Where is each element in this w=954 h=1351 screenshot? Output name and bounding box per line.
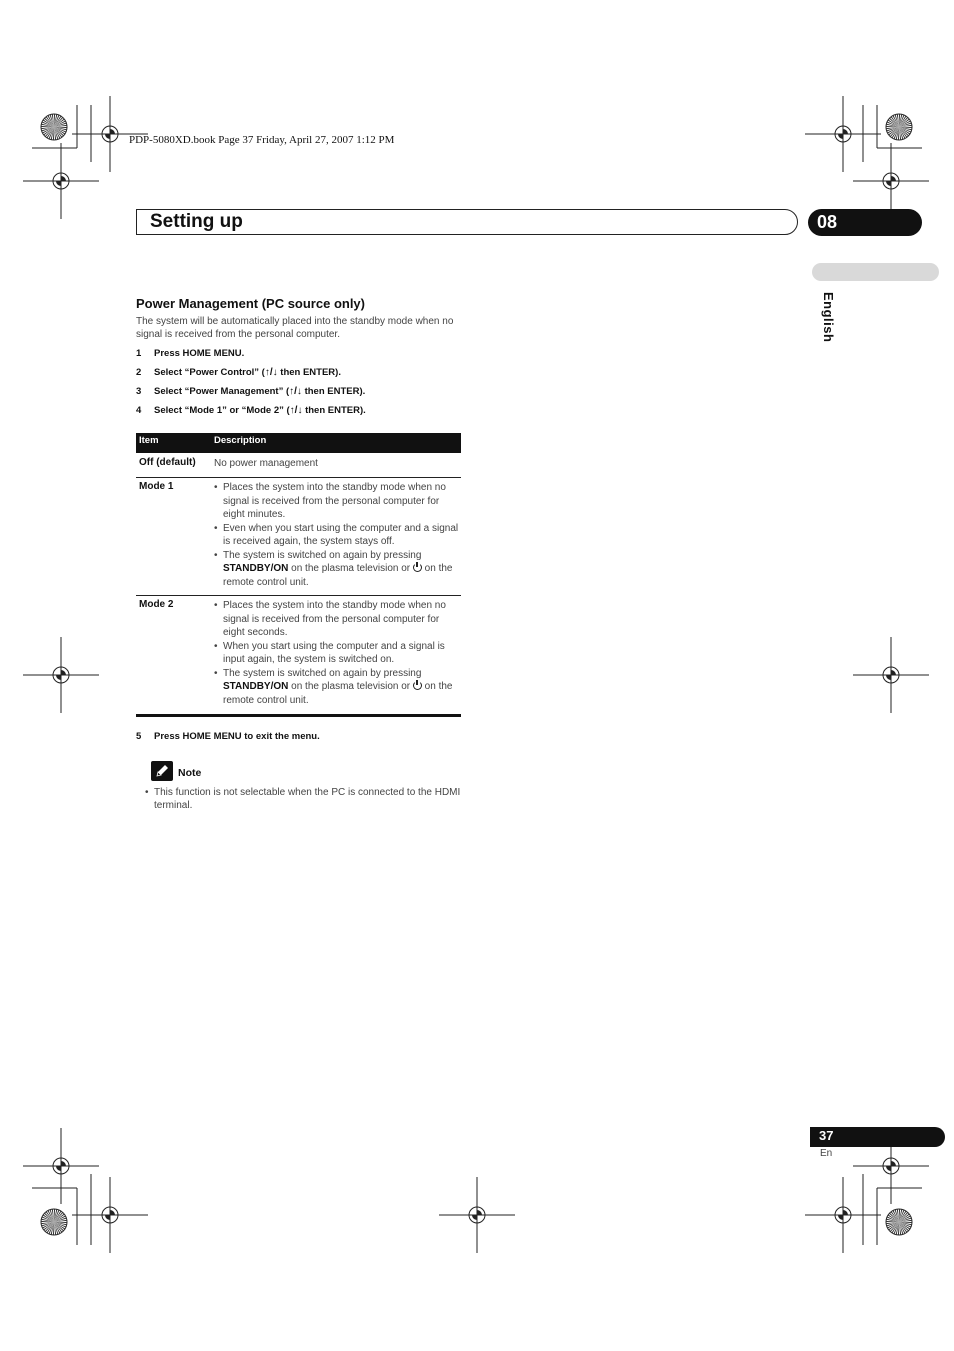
step-text: Select “Mode 1” or “Mode 2” ( <box>154 405 290 416</box>
step-number: 3 <box>136 386 142 397</box>
bullet: • Places the system into the standby mode when no signal is received from the personal computer for eight minutes. <box>214 481 459 522</box>
bullet-text: on the plasma television or <box>288 681 413 692</box>
note-pencil-icon <box>151 761 173 781</box>
bullet-text: The system is switched on again by pressing <box>223 667 422 679</box>
bullet: • When you start using the computer and a signal is input again, the system is switched on. <box>214 640 459 667</box>
step-3 <box>136 386 365 397</box>
page-number: 37 <box>819 1128 834 1143</box>
row-description: No power management <box>214 458 318 469</box>
bullet-text: The system is switched on again by pressing <box>223 549 422 561</box>
step-2 <box>136 367 341 378</box>
step-number: 2 <box>136 367 142 378</box>
section-title: Setting up <box>150 211 243 232</box>
step-text-end: then ENTER). <box>302 405 366 416</box>
language-label: English <box>821 292 836 343</box>
power-icon <box>413 681 422 690</box>
bullet-text: on the plasma television or <box>288 563 413 574</box>
registration-target-icon <box>23 143 99 219</box>
registration-wheel-icon <box>41 114 67 140</box>
registration-target-icon <box>439 1177 515 1253</box>
bullet-text: on the remote control unit. <box>223 563 453 588</box>
print-header: PDP-5080XD.book Page 37 Friday, April 27, 2007 1:12 PM <box>129 134 395 146</box>
bullet: • Even when you start using the computer and a signal is received again, the system stays off. <box>214 522 459 549</box>
table-header <box>136 433 461 453</box>
power-icon <box>413 563 422 572</box>
step-text-end: then ENTER). <box>301 386 366 397</box>
step-text: Press HOME MENU. <box>154 348 245 359</box>
up-down-arrow-icon: ↑/↓ <box>264 367 278 378</box>
note-text: • This function is not selectable when the PC is connected to the HDMI terminal. <box>145 786 474 813</box>
step-number: 4 <box>136 405 142 416</box>
bullet <box>214 667 459 708</box>
registration-target-icon <box>23 1128 99 1204</box>
step-text: Select “Power Control” ( <box>154 367 265 378</box>
column-header-item: Item <box>139 435 159 446</box>
table-row <box>136 596 461 717</box>
language-tab <box>812 263 939 281</box>
chapter-number: 08 <box>817 212 838 232</box>
page-number-badge <box>810 1127 945 1147</box>
step-1 <box>136 348 244 359</box>
mode-table <box>136 433 461 717</box>
registration-target-icon <box>853 143 929 219</box>
registration-target-icon <box>23 637 99 713</box>
intro-paragraph: The system will be automatically placed into the standby mode when no signal is received from the personal computer. <box>136 316 454 341</box>
registration-target-icon <box>805 1177 881 1253</box>
power-management-heading: Power Management (PC source only) <box>136 296 365 311</box>
table-row <box>136 453 461 478</box>
step-text: Select “Power Management” ( <box>154 386 290 397</box>
row-description <box>214 599 459 707</box>
step-text-end: then ENTER). <box>277 367 341 378</box>
row-item: Mode 2 <box>139 599 174 610</box>
up-down-arrow-icon: ↑/↓ <box>289 405 303 416</box>
registration-target-icon <box>805 96 881 172</box>
step-number: 1 <box>136 348 142 359</box>
note-label: Note <box>178 767 202 779</box>
step-number: 5 <box>136 731 142 742</box>
bullet <box>214 549 459 590</box>
column-header-description: Description <box>214 435 267 446</box>
bullet: • Places the system into the standby mode when no signal is received from the personal computer for eight seconds. <box>214 599 459 640</box>
page-language: En <box>820 1148 833 1159</box>
up-down-arrow-icon: ↑/↓ <box>289 386 302 397</box>
registration-target-icon <box>72 1177 148 1253</box>
standby-on-label: STANDBY/ON <box>223 563 289 574</box>
row-item: Off (default) <box>139 457 196 468</box>
registration-wheel-icon <box>886 114 912 140</box>
bullet-text: on the remote control unit. <box>223 681 453 706</box>
registration-target-icon <box>853 637 929 713</box>
row-item: Mode 1 <box>139 481 174 492</box>
table-row <box>136 478 461 596</box>
step-4 <box>136 405 366 416</box>
row-description <box>214 481 459 589</box>
step-5 <box>136 731 320 742</box>
registration-wheel-icon <box>886 1209 912 1235</box>
step-text: Press HOME MENU to exit the menu. <box>154 731 320 742</box>
chapter-badge <box>808 209 922 236</box>
standby-on-label: STANDBY/ON <box>223 681 289 692</box>
registration-wheel-icon <box>41 1209 67 1235</box>
